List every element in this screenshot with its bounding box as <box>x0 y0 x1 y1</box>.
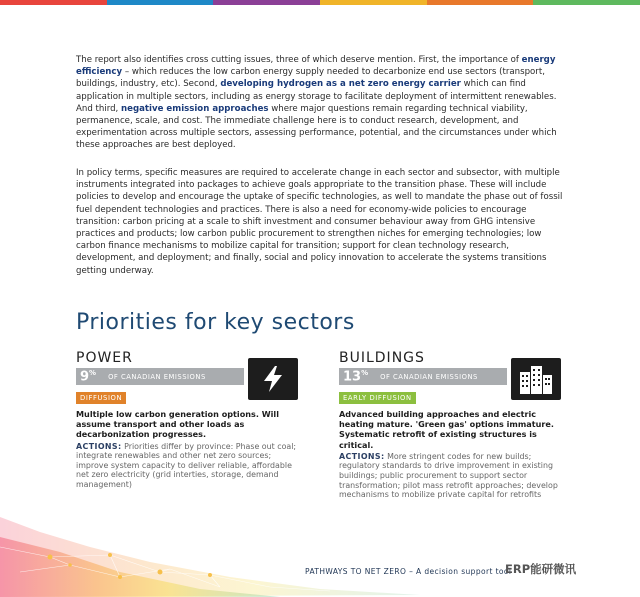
highlight-negative-emission: negative emission approaches <box>121 103 269 114</box>
emissions-percent-value: 13 <box>343 369 362 385</box>
sector-power <box>76 350 304 490</box>
network-node <box>68 563 72 567</box>
decorative-network-graphic <box>0 477 640 597</box>
emissions-percent <box>76 369 100 384</box>
top-bar-segment-green <box>533 0 640 5</box>
color-top-bar <box>0 0 640 5</box>
sector-summary: Advanced building approaches and electric heating mature. 'Green gas' options immature. Systematic retrofit of existing structures is critical. <box>339 409 554 450</box>
actions-label: ACTIONS: <box>76 441 122 451</box>
top-bar-segment-orange <box>427 0 534 5</box>
actions-text: More stringent codes for new builds; regulatory standards to drive improvement in existing buildings; public procurement to support sector transformation; pilot mass retrofit approaches; develop mechanisms to mobilize private capital for retrofits <box>339 451 558 500</box>
highlight-energy-efficiency: energy efficiency <box>76 55 556 78</box>
p1-text-1: The report also identifies cross cutting issues, three of which deserve mention. First, the importance of <box>76 55 522 65</box>
emissions-percent <box>339 369 372 384</box>
network-node <box>208 573 212 577</box>
footer-subtitle: – A decision support tool <box>406 567 512 576</box>
buildings-icon <box>511 358 561 400</box>
emissions-bar <box>339 368 507 385</box>
page-footer <box>305 567 511 576</box>
actions-text: Priorities differ by province: Phase out coal; integrate renewables and other net zero sources; improve system capacity to deliver reliable, affordable net zero electricity (grid interties, storage, demand management) <box>76 441 297 489</box>
p1-text-2: – which reduces the low carbon energy supply needed to decarbonize end use sectors (transport, buildings, industry, etc). Second, <box>76 67 545 90</box>
section-heading: Priorities for key sectors <box>76 310 355 335</box>
emissions-bar <box>76 368 244 385</box>
top-bar-segment-red <box>0 0 107 5</box>
network-node <box>158 570 163 575</box>
emissions-percent-value: 9 <box>80 369 90 385</box>
p1-text-3: which can find application in multiple sectors, including as energy storage to facilitate deployment of intermittent renewables. And third, <box>76 79 557 114</box>
highlight-hydrogen: developing hydrogen as a net zero energy carrier <box>220 79 461 90</box>
sector-title: POWER <box>76 350 133 366</box>
actions-label: ACTIONS: <box>339 451 385 461</box>
network-node <box>118 575 122 579</box>
footer-title: PATHWAYS TO NET ZERO <box>305 567 407 576</box>
sector-summary: Multiple low carbon generation options. Will assume transport and other loads as decarbonization progresses. <box>76 409 279 440</box>
emissions-label: OF CANADIAN EMISSIONS <box>108 372 206 381</box>
sector-title: BUILDINGS <box>339 350 425 366</box>
p1-text-4: where major questions remain regarding technical viability, permanence, scale, and cost. The immediate challenge here is to conduct research, development, and experimentation across multiple sectors, assessing performance, potential, and the circumstances under which these approaches are best deployed. <box>76 103 557 151</box>
network-node <box>108 553 112 557</box>
top-bar-segment-purple <box>213 0 320 5</box>
lightning-bolt-icon <box>248 358 298 400</box>
paragraph-cross-cutting-issues <box>76 54 568 152</box>
paragraph-policy-terms: In policy terms, specific measures are required to accelerate change in each sector and subsector, with multiple instruments integrated into packages to achieve goals appropriate to the transition phase. These will include policies to develop and encourage the uptake of specific technologies, as well to mandate the phase out of fossil fuel dependent technologies and practices. There is also a need for economy-wide policies to encourage transition: carbon pricing at a scale to shift investment and consumer behaviour away from GHG intensive practices and products; low carbon public procurement to strengthen niches for emerging technologies; low carbon finance mechanisms to mobilize capital for transition; support for clean technology research, development, and deployment; and finally, social and policy innovation to accelerate the systems transitions getting underway. <box>76 168 563 276</box>
watermark: ERP能研微讯 <box>505 562 577 576</box>
phase-tag: EARLY DIFFUSION <box>339 392 416 404</box>
phase-tag: DIFFUSION <box>76 392 126 404</box>
percent-symbol: % <box>361 368 369 377</box>
top-bar-segment-yellow <box>320 0 427 5</box>
percent-symbol: % <box>89 368 97 377</box>
top-bar-segment-blue <box>107 0 214 5</box>
emissions-label: OF CANADIAN EMISSIONS <box>380 372 478 381</box>
network-node <box>48 555 53 560</box>
